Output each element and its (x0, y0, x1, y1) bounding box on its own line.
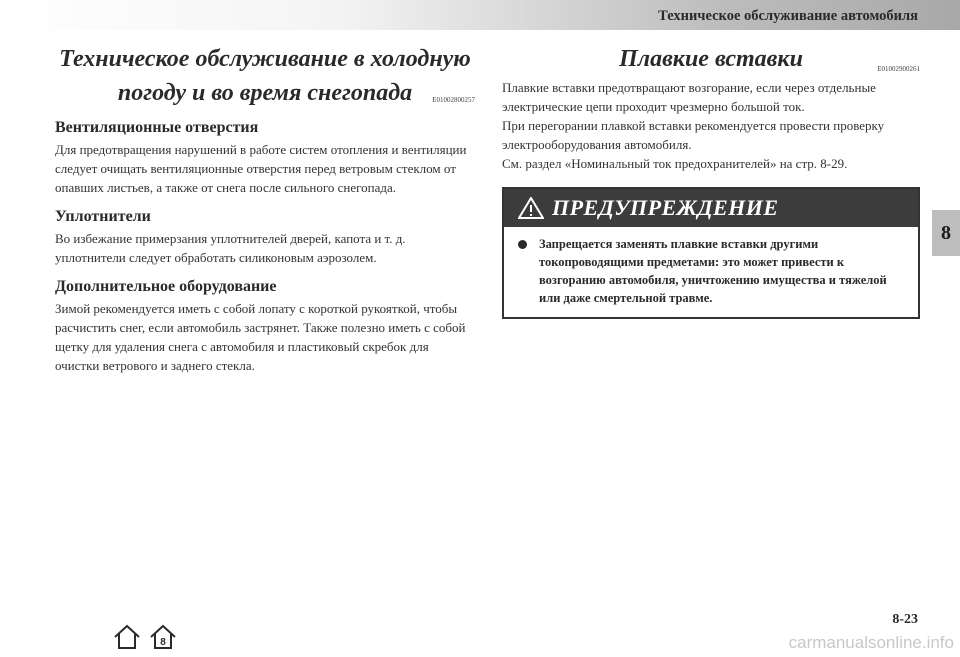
page-number: 8-23 (892, 612, 918, 627)
bullet-icon (518, 240, 527, 249)
warning-text: Запрещается заменять плавкие вставки другими токопроводящими предметами: это может привести к возгоранию автомобиля, уничтожению имущества и тяжелой или даже смертельной травме. (539, 237, 887, 305)
chapter-icon-label: 8 (160, 637, 166, 648)
section-title-fuses: Плавкие вставки (619, 46, 803, 72)
section-code-fuses: E01002900261 (877, 65, 920, 73)
paragraph-fuses-3: См. раздел «Номинальный ток предохранителей» на стр. 8-29. (502, 156, 848, 171)
warning-triangle-icon (518, 197, 544, 219)
paragraph-seals: Во избежание примерзания уплотнителей дверей, капота и т. д. уплотнители следует обработать силиконовым аэрозолем. (55, 231, 406, 265)
warning-box (502, 187, 920, 319)
paragraph-fuses-1: Плавкие вставки предотвращают возгорание, если через отдельные электрические цепи проходит чрезмерно большой ток. (502, 80, 876, 114)
paragraph-equipment: Зимой рекомендуется иметь с собой лопату с короткой рукояткой, чтобы расчистить снег, если автомобиль застрянет. Также полезно иметь с собой щетку для удаления снега с автомобиля и пластиковый скребок для очистки ветрового и заднего стекла. (55, 301, 466, 373)
watermark: carmanualsonline.info (788, 633, 954, 652)
warning-title: ПРЕДУПРЕЖДЕНИЕ (552, 195, 779, 220)
section-title-winter (55, 42, 475, 110)
home-icon[interactable] (112, 624, 142, 650)
subheading-vents: Вентиляционные отверстия (55, 119, 259, 136)
footer-nav-icons (112, 624, 178, 650)
section-code: E01002800257 (432, 96, 475, 104)
section-title-line1: Техническое обслуживание в холодную (59, 46, 471, 72)
subheading-equipment: Дополнительное оборудование (55, 278, 277, 295)
chapter-tab[interactable]: 8 (932, 210, 960, 256)
warning-body (504, 227, 918, 317)
section-title-line2: погоду и во время снегопада (117, 80, 413, 106)
left-column (55, 42, 475, 385)
right-column (502, 42, 920, 319)
page-header-title: Техническое обслуживание автомобиля (658, 8, 918, 24)
paragraph-fuses-2: При перегорании плавкой вставки рекомендуется провести проверку электрооборудования автомобиля. (502, 118, 885, 152)
fuses-title-wrap (502, 42, 920, 72)
subheading-seals: Уплотнители (55, 208, 151, 225)
paragraph-vents: Для предотвращения нарушений в работе систем отопления и вентиляции следует очищать вентиляционные отверстия перед ветровым стеклом от опавших листьев, а также от снега после сильного снегопада. (55, 142, 467, 195)
warning-header (504, 189, 918, 227)
chapter-home-icon[interactable] (148, 624, 178, 650)
